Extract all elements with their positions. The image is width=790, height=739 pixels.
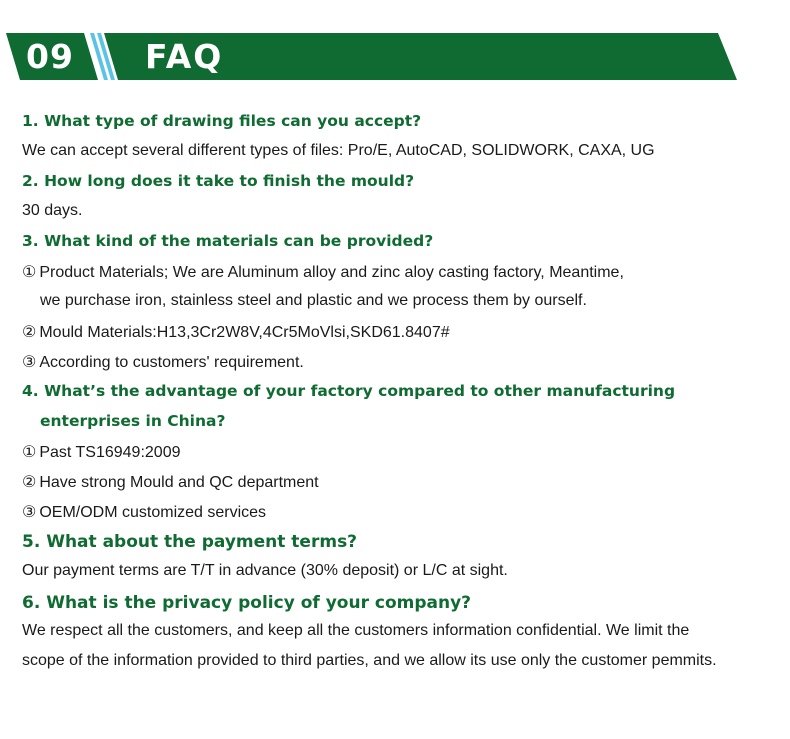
item-marker: ② — [22, 324, 37, 341]
faq-question-4-continued: enterprises in China? — [40, 412, 226, 430]
faq-answer-2: 30 days. — [22, 202, 83, 219]
faq-question-2: 2. How long does it take to finish the mould? — [22, 172, 415, 190]
faq-question-4: 4. What’s the advantage of your factory compared to other manufacturing — [22, 382, 676, 400]
faq-item — [22, 262, 624, 282]
section-banner — [0, 0, 790, 90]
item-marker: ① — [22, 264, 37, 281]
item-marker: ③ — [22, 504, 37, 521]
item-text: Product Materials; We are Aluminum alloy and zinc aloy casting factory, Meantime, — [39, 264, 624, 281]
faq-item — [22, 322, 450, 342]
section-title: FAQ — [145, 37, 224, 76]
faq-answer-6-line-2: scope of the information provided to third parties, and we allow its use only the customer pemmits. — [22, 652, 717, 669]
faq-question-5: 5. What about the payment terms? — [22, 532, 358, 552]
faq-question-6: 6. What is the privacy policy of your company? — [22, 593, 472, 613]
faq-answer-1: We can accept several different types of files: Pro/E, AutoCAD, SOLIDWORK, CAXA, UG — [22, 142, 655, 159]
item-text: Have strong Mould and QC department — [39, 474, 319, 491]
faq-answer-6-line-1: We respect all the customers, and keep all the customers information confidential. We limit the — [22, 622, 690, 639]
faq-question-1: 1. What type of drawing files can you accept? — [22, 112, 422, 130]
section-number: 09 — [26, 37, 74, 76]
faq-item-continuation: we purchase iron, stainless steel and plastic and we process them by ourself. — [40, 292, 587, 309]
faq-item — [22, 472, 319, 492]
faq-answer-5: Our payment terms are T/T in advance (30% deposit) or L/C at sight. — [22, 562, 508, 579]
item-text: Past TS16949:2009 — [39, 444, 181, 461]
banner-shape — [0, 0, 790, 90]
item-text: According to customers' requirement. — [39, 354, 304, 371]
item-text: Mould Materials:H13,3Cr2W8V,4Cr5MoVlsi,SKD61.8407# — [39, 324, 450, 341]
faq-item — [22, 352, 304, 372]
faq-item — [22, 502, 266, 522]
faq-question-3: 3. What kind of the materials can be provided? — [22, 232, 434, 250]
faq-item — [22, 442, 181, 462]
item-marker: ③ — [22, 354, 37, 371]
item-marker: ① — [22, 444, 37, 461]
item-text: OEM/ODM customized services — [39, 504, 267, 521]
item-marker: ② — [22, 474, 37, 491]
